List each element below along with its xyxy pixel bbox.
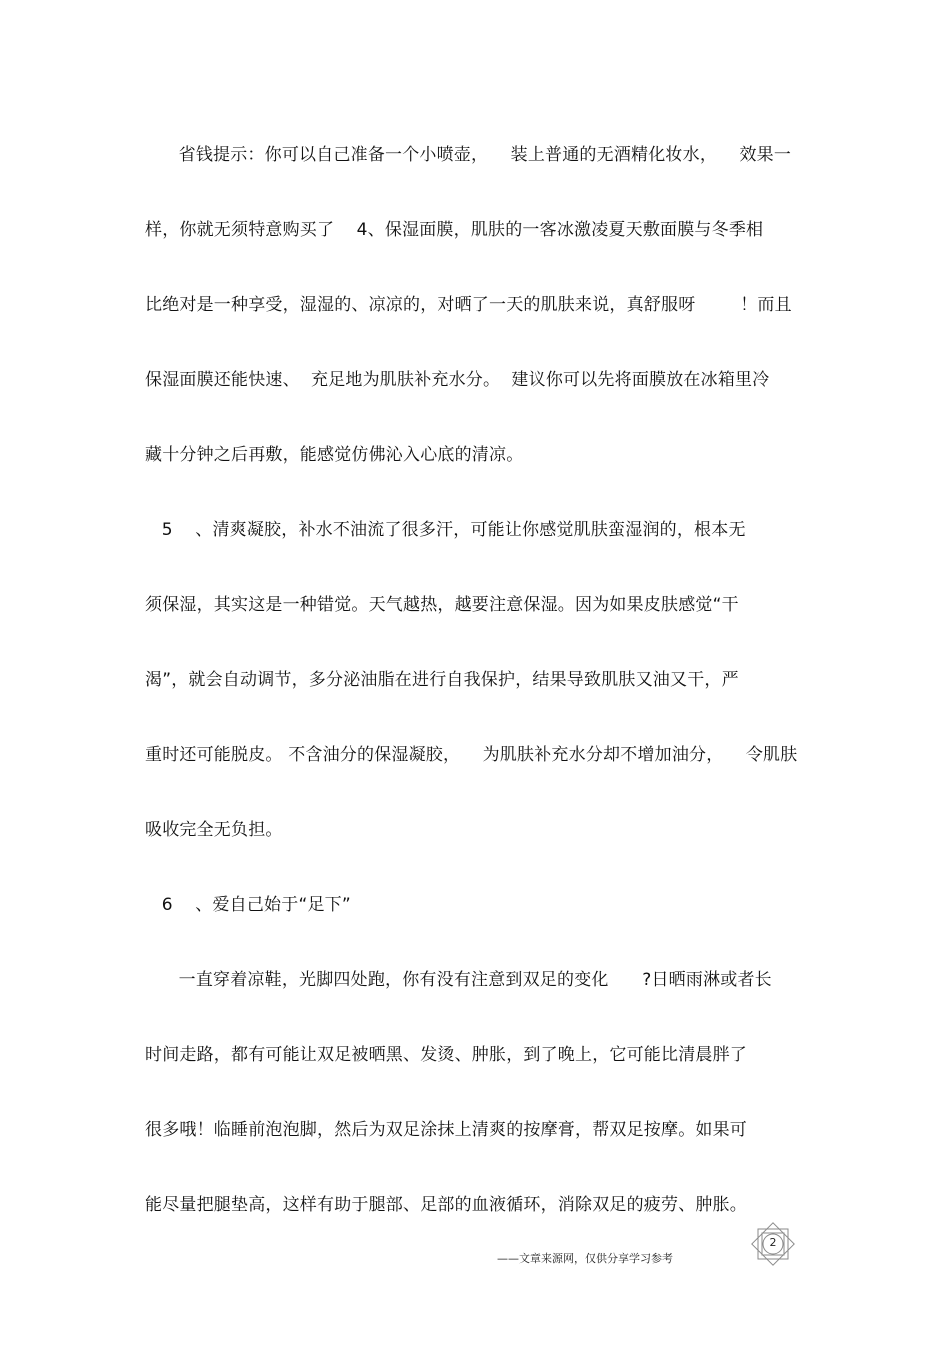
body-text-line: 渴”，就会自动调节，多分泌油脂在进行自我保护，结果导致肌肤又油又干，严: [145, 670, 739, 690]
footer-source-note: ——文章来源网，仅供分享学习参考: [497, 1252, 673, 1265]
page-number: 2: [769, 1236, 777, 1249]
body-text-line: 时间走路，都有可能让双足被晒黑、发烫、肿胀，到了晚上，它可能比清晨胖了: [145, 1045, 747, 1065]
body-text-line: 保湿面膜还能快速、 充足地为肌肤补充水分。 建议你可以先将面膜放在冰箱里冷: [145, 370, 770, 390]
body-text-line: 能尽量把腿垫高，这样有助于腿部、足部的血液循环，消除双足的疲劳、肿胀。: [145, 1195, 747, 1215]
section-heading-line: 5 、清爽凝胶，补水不油流了很多汗，可能让你感觉肌肤蛮湿润的，根本无: [145, 520, 746, 540]
section-heading-line: 6 、爱自己始于“足下”: [145, 895, 351, 915]
body-text-line: 样，你就无须特意购买了 4、保湿面膜，肌肤的一客冰激凌夏天敷面膜与冬季相: [145, 220, 764, 240]
body-text-line: 吸收完全无负担。: [145, 820, 283, 840]
body-text-line: 藏十分钟之后再敷，能感觉仿佛沁入心底的清凉。: [145, 445, 524, 465]
page-number-badge: [749, 1220, 797, 1268]
body-text-line: 重时还可能脱皮。 不含油分的保湿凝胶， 为肌肤补充水分却不增加油分， 令肌肤: [145, 745, 798, 765]
body-text-line: 比绝对是一种享受，湿湿的、凉凉的，对晒了一天的肌肤来说，真舒服呀 ！而且: [145, 295, 792, 315]
body-text-line: 很多哦！临睡前泡泡脚，然后为双足涂抹上清爽的按摩膏，帮双足按摩。如果可: [145, 1120, 747, 1140]
body-text-line: 一直穿着凉鞋，光脚四处跑，你有没有注意到双足的变化 ?日晒雨淋或者长: [145, 970, 772, 990]
body-text-line: 须保湿，其实这是一种错觉。天气越热，越要注意保湿。因为如果皮肤感觉“干: [145, 595, 739, 615]
body-text-line: 省钱提示：你可以自己准备一个小喷壶， 装上普通的无酒精化妆水， 效果一: [145, 145, 792, 165]
